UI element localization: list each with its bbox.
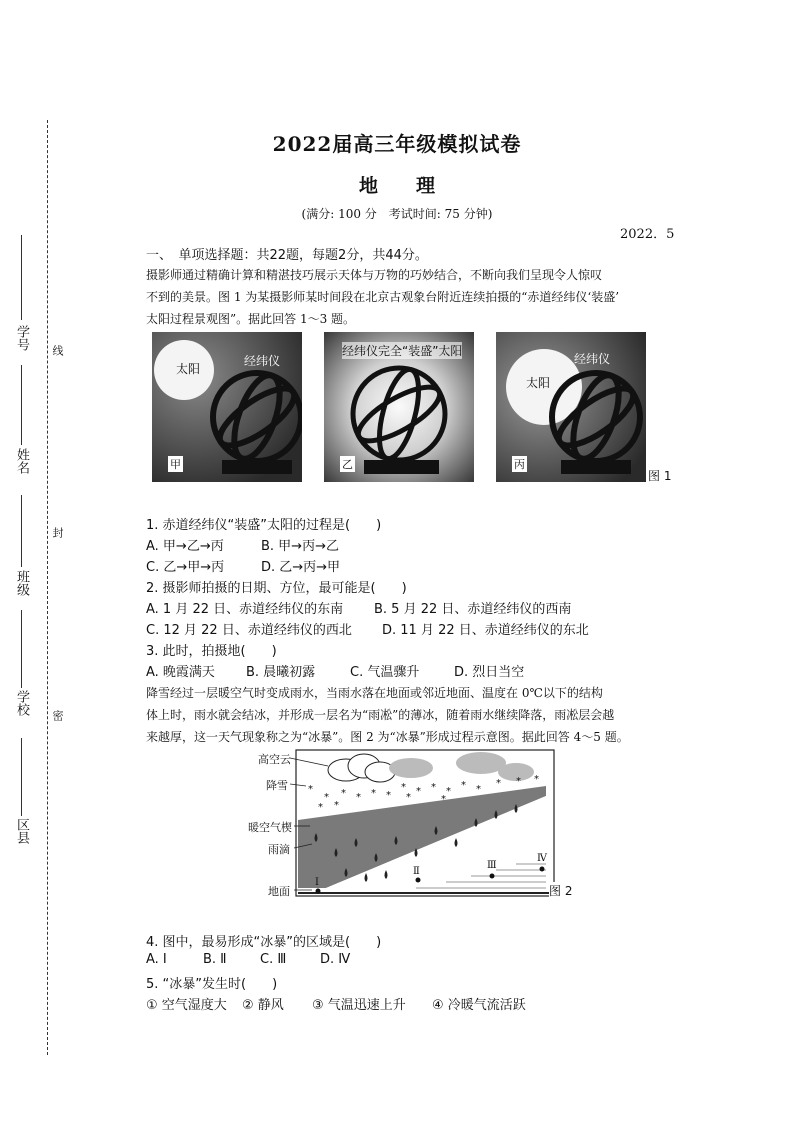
cut-word-seal: 封 [51,527,64,538]
instrument-caption: 经纬仪 [574,352,611,366]
statement-2: ② 静风 [242,998,284,1013]
ground-label: 地面 [268,885,290,898]
student-id-label: 学号 [14,325,29,351]
question-5-stem: 5. “冰暴”发生时( ) [146,977,278,992]
class-blank[interactable] [21,495,22,567]
zone-1-label: Ⅰ [315,877,319,888]
name-label: 姓名 [14,448,29,474]
warm-air-label: 暖空气楔 [248,821,292,834]
svg-text:*: * [476,784,481,795]
photo-panel-yi [324,332,474,482]
binding-dash-line [47,120,48,1055]
cut-word-line: 线 [51,345,64,356]
intro-line-1: 摄影师通过精确计算和精湛技巧展示天体与万物的巧妙结合，不断向我们呈现令人惊叹 [146,268,603,282]
question-4-options [146,952,350,967]
intro-line-2: 不到的美景。图 1 为某摄影师某时间段在北京古观象台附近连续拍摄的“赤道经纬仪‘装盛’ [146,290,620,304]
svg-text:*: * [534,774,539,785]
question-3-stem: 3. 此时，拍摄地( ) [146,644,277,659]
school-blank[interactable] [21,610,22,688]
question-4-stem: 4. 图中，最易形成“冰暴”的区域是( ) [146,935,382,950]
name-blank[interactable] [21,365,22,445]
question-1-options-2 [146,556,340,575]
option-b[interactable]: B. 5 月 22 日、赤道经纬仪的西南 [374,602,572,617]
instrument-caption: 经纬仪 [244,354,281,368]
district-label: 区县 [14,818,29,844]
exam-meta: (满分: 100 分 考试时间: 75 分钟) [301,207,493,221]
option-a[interactable]: A. 甲→乙→丙 [146,539,224,554]
full-sun-caption: 经纬仪完全“装盛”太阳 [342,344,463,358]
svg-text:*: * [356,792,361,803]
svg-text:*: * [334,800,339,811]
svg-text:*: * [496,778,501,789]
svg-text:*: * [461,780,466,791]
svg-text:*: * [371,788,376,799]
intro-line-3: 太阳过程景观图”。据此回答 1～3 题。 [146,312,356,326]
svg-text:*: * [516,776,521,787]
question-1-stem: 1. 赤道经纬仪“装盛”太阳的过程是( ) [146,518,382,533]
svg-text:*: * [441,794,446,805]
statement-4: ④ 冷暖气流活跃 [432,998,526,1013]
svg-text:*: * [324,792,329,803]
raindrop-label: 雨滴 [268,843,290,856]
section-heading: 一、 单项选择题：共22题，每题2分，共44分。 [146,248,428,263]
district-blank[interactable] [21,738,22,816]
svg-text:*: * [318,802,323,813]
exam-date: 2022．5 [620,227,675,242]
option-d[interactable]: D. 乙→丙→甲 [261,560,341,575]
option-c[interactable]: C. Ⅲ [260,952,287,967]
snow-label: 降雪 [266,779,288,792]
svg-text:*: * [401,782,406,793]
option-b[interactable]: B. 甲→丙→乙 [261,539,339,554]
zone-4-label: Ⅳ [537,853,547,864]
panel-label: 乙 [342,458,353,471]
zone-3-label: Ⅲ [487,860,497,871]
option-d[interactable]: D. Ⅳ [320,952,351,967]
school-label: 学校 [14,690,29,716]
option-b[interactable]: B. Ⅱ [203,952,227,967]
cut-word-secret: 密 [51,710,64,721]
option-c[interactable]: C. 气温骤升 [350,665,420,680]
question-2-options [146,598,571,617]
statement-1: ① 空气湿度大 [146,998,227,1013]
svg-text:*: * [386,790,391,801]
option-a[interactable]: A. Ⅰ [146,952,167,967]
question-5-statements [146,994,526,1013]
student-id-blank[interactable] [21,235,22,320]
panel-label: 甲 [170,458,181,471]
option-d[interactable]: D. 烈日当空 [454,665,525,680]
svg-text:*: * [308,784,313,795]
question-1-options [146,535,339,554]
passage-2-line-1: 降雪经过一层暖空气时变成雨水，当雨水落在地面或邻近地面、温度在 0℃以下的结构 [146,686,603,700]
panel-label: 丙 [514,458,525,471]
figure-1-label: 图 1 [648,469,672,483]
photo-panel-bing [496,332,646,482]
sun-caption: 太阳 [176,362,201,376]
question-3-options [146,661,524,680]
binding-margin [0,0,70,1123]
option-b[interactable]: B. 晨曦初露 [246,665,316,680]
exam-title: 2022届高三年级模拟试卷 [272,132,522,156]
svg-text:*: * [416,786,421,797]
sun-caption: 太阳 [526,376,551,390]
passage-2-line-3: 来越厚，这一天气现象称之为“冰暴”。图 2 为“冰暴”形成过程示意图。据此回答 4～5 题。 [146,730,629,744]
svg-text:*: * [431,782,436,793]
class-label: 班级 [14,570,29,596]
passage-2-line-2: 体上时，雨水就会结冰，并形成一层名为“雨凇”的薄冰，随着雨水继续降落，雨凇层会越 [146,708,615,722]
option-d[interactable]: D. 11 月 22 日、赤道经纬仪的东北 [382,623,589,638]
cloud-label: 高空云 [258,753,291,766]
question-2-options-2 [146,619,589,638]
svg-text:*: * [406,792,411,803]
option-a[interactable]: A. 1 月 22 日、赤道经纬仪的东南 [146,602,344,617]
photo-panel-jia [152,332,302,482]
option-c[interactable]: C. 12 月 22 日、赤道经纬仪的西北 [146,623,352,638]
svg-text:*: * [446,786,451,797]
question-2-stem: 2. 摄影师拍摄的日期、方位，最可能是( ) [146,581,407,596]
statement-3: ③ 气温迅速上升 [312,998,406,1013]
svg-text:*: * [341,788,346,799]
option-a[interactable]: A. 晚霞满天 [146,665,215,680]
zone-2-label: Ⅱ [413,866,420,877]
ice-storm-diagram [246,748,556,898]
subject-title: 地 理 [358,175,435,197]
option-c[interactable]: C. 乙→甲→丙 [146,560,225,575]
figure-2-label: 图 2 [549,884,573,898]
